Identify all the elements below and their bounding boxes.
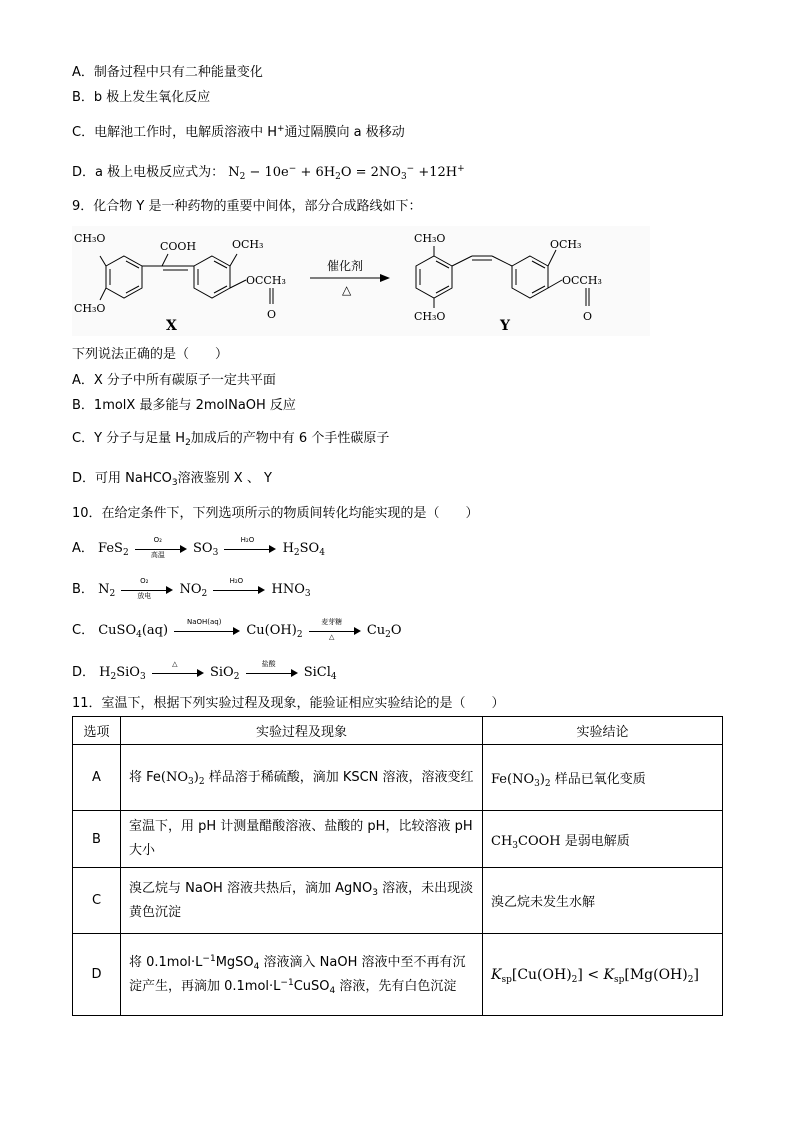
heat-label: △ bbox=[342, 283, 352, 297]
x-carbonyl-o: O bbox=[267, 308, 277, 321]
row-procedure: 溴乙烷与 NaOH 溶液共热后，滴加 AgNO$_3$ 溶液，未出现淡黄色沉淀 bbox=[121, 868, 483, 934]
reaction-arrow-icon: 盐酸 bbox=[246, 666, 298, 680]
q10-option-a-label: A． bbox=[72, 541, 94, 556]
reaction-arrow-icon: △ bbox=[152, 666, 204, 680]
compound-x-label: X bbox=[166, 318, 177, 334]
q10-option-d: D． $H_2SiO_3$ △ SiO$_2$ 盐酸 SiCl$_4$ bbox=[72, 659, 337, 682]
row-option: C bbox=[73, 868, 121, 934]
table-row bbox=[73, 745, 723, 811]
q10-option-c-label: C． bbox=[72, 623, 95, 638]
reaction-arrow-icon: H₂O bbox=[224, 542, 276, 556]
row-conclusion: 溴乙烷未发生水解 bbox=[483, 868, 723, 934]
y-carbonyl-o: O bbox=[583, 310, 593, 323]
q9-stem: 9．化合物 Y 是一种药物的重要中间体，部分合成路线如下： bbox=[72, 199, 422, 214]
reaction-arrow-icon: O₂ 放电 bbox=[121, 583, 173, 597]
x-methoxy-top: CH₃O bbox=[74, 232, 106, 245]
q9-synthesis-scheme bbox=[72, 226, 650, 336]
x-cooh: COOH bbox=[160, 240, 197, 253]
x-ester: OCCH₃ bbox=[246, 274, 286, 287]
table-row bbox=[73, 934, 723, 1016]
x-methoxy-bottom: CH₃O bbox=[74, 302, 106, 315]
catalyst-label: 催化剂 bbox=[327, 259, 364, 273]
q11-experiment-table bbox=[72, 716, 723, 1016]
row-conclusion: $Fe(NO_3)_2$ 样品已氧化变质 bbox=[483, 745, 723, 811]
q9-option-c: C．Y 分子与足量 $H_2$加成后的产物中有 6 个手性碳原子 bbox=[72, 431, 390, 448]
q9-option-d-text-2: 溶液鉴别 X 、 Y bbox=[177, 471, 272, 486]
q8-option-d-text: D．a 极上电极反应式为： bbox=[72, 165, 225, 180]
x-och3: OCH₃ bbox=[232, 238, 264, 251]
y-ester: OCCH₃ bbox=[562, 274, 602, 287]
row-procedure: 室温下，用 pH 计测量醋酸溶液、盐酸的 pH，比较溶液 pH 大小 bbox=[121, 811, 483, 868]
header-procedure: 实验过程及现象 bbox=[121, 717, 483, 745]
reaction-scheme-drawing bbox=[72, 226, 650, 336]
q9-prompt: 下列说法正确的是（ ） bbox=[72, 347, 229, 362]
row-option: B bbox=[73, 811, 121, 868]
row-procedure: 将 $Fe(NO_3)_2$ 样品溶于稀硫酸，滴加 KSCN 溶液，溶液变红 bbox=[121, 745, 483, 811]
q10-option-c: C． CuSO$_4$(aq) NaOH(aq) $Cu(OH)_2$ 麦芽糖 △ $Cu_2O$ bbox=[72, 617, 402, 641]
y-och3: OCH₃ bbox=[550, 238, 582, 251]
y-methoxy-top: CH₃O bbox=[414, 232, 446, 245]
reaction-arrow-icon: H₂O bbox=[213, 583, 265, 597]
row-procedure: 将 $0.1mol\cdot L^{-1}MgSO_4$ 溶液滴入 NaOH 溶液中至不再有沉淀产生，再滴加 $0.1mol\cdot L^{-1}CuSO_4$ 溶液，先有白色沉淀 bbox=[121, 934, 483, 1016]
q10-stem: 10．在给定条件下，下列选项所示的物质间转化均能实现的是（ ） bbox=[72, 506, 479, 521]
y-methoxy-bottom: CH₃O bbox=[414, 310, 446, 323]
q9-option-a: A．X 分子中所有碳原子一定共平面 bbox=[72, 373, 276, 388]
row-conclusion: $CH_3COOH$ 是弱电解质 bbox=[483, 811, 723, 868]
q9-option-c-text-2: 加成后的产物中有 6 个手性碳原子 bbox=[190, 431, 390, 446]
arrow-head-icon bbox=[380, 274, 390, 282]
q9-option-c-text: C．Y 分子与足量 H bbox=[72, 431, 186, 446]
row-option: D bbox=[73, 934, 121, 1016]
q10-option-a: A． FeS$_2$ O₂ 高温 $SO_3$ H₂O $H_2SO_4$ bbox=[72, 535, 325, 559]
q9-option-d-text: D．可用 NaHCO bbox=[72, 471, 172, 486]
q10-option-b: B． $N_2$ O₂ 放电 $NO_2$ H₂O $HNO_3$ bbox=[72, 576, 311, 600]
table-header-row bbox=[73, 717, 723, 745]
reaction-arrow-icon: NaOH(aq) bbox=[174, 624, 240, 638]
q11-stem: 11．室温下，根据下列实验过程及现象，能验证相应实验结论的是（ ） bbox=[72, 696, 505, 711]
header-option: 选项 bbox=[73, 717, 121, 745]
row-option: A bbox=[73, 745, 121, 811]
q8-option-d-equation: $N_2 - 10e^- + 6H_2O = 2NO_3^- +12H^+$ bbox=[228, 164, 465, 182]
q8-option-c-text-2: 通过隔膜向 a 极移动 bbox=[284, 125, 405, 140]
q8-option-c-text: C．电解池工作时，电解质溶液中 H bbox=[72, 125, 277, 140]
compound-y-label: Y bbox=[500, 318, 510, 334]
q9-option-b: B．1molX 最多能与 2molNaOH 反应 bbox=[72, 398, 296, 413]
header-conclusion: 实验结论 bbox=[483, 717, 723, 745]
q10-option-b-label: B． bbox=[72, 582, 94, 597]
table-row bbox=[73, 868, 723, 934]
reaction-arrow-icon: 麦芽糖 △ bbox=[309, 624, 361, 638]
q9-option-d: D．可用 NaHCO$_3$溶液鉴别 X 、 Y bbox=[72, 471, 272, 488]
q8-option-a: A．制备过程中只有二种能量变化 bbox=[72, 65, 263, 80]
table-row bbox=[73, 811, 723, 868]
q8-option-c: C．电解池工作时，电解质溶液中 H+通过隔膜向 a 极移动 bbox=[72, 124, 405, 140]
q10-option-d-label: D． bbox=[72, 665, 96, 680]
reaction-arrow-icon: O₂ 高温 bbox=[135, 542, 187, 556]
q8-option-b: B．b 极上发生氧化反应 bbox=[72, 90, 211, 105]
q8-option-d bbox=[72, 164, 465, 182]
row-conclusion: $K_{sp}[Cu(OH)_2] < K_{sp}[Mg(OH)_2]$ bbox=[483, 934, 723, 1016]
